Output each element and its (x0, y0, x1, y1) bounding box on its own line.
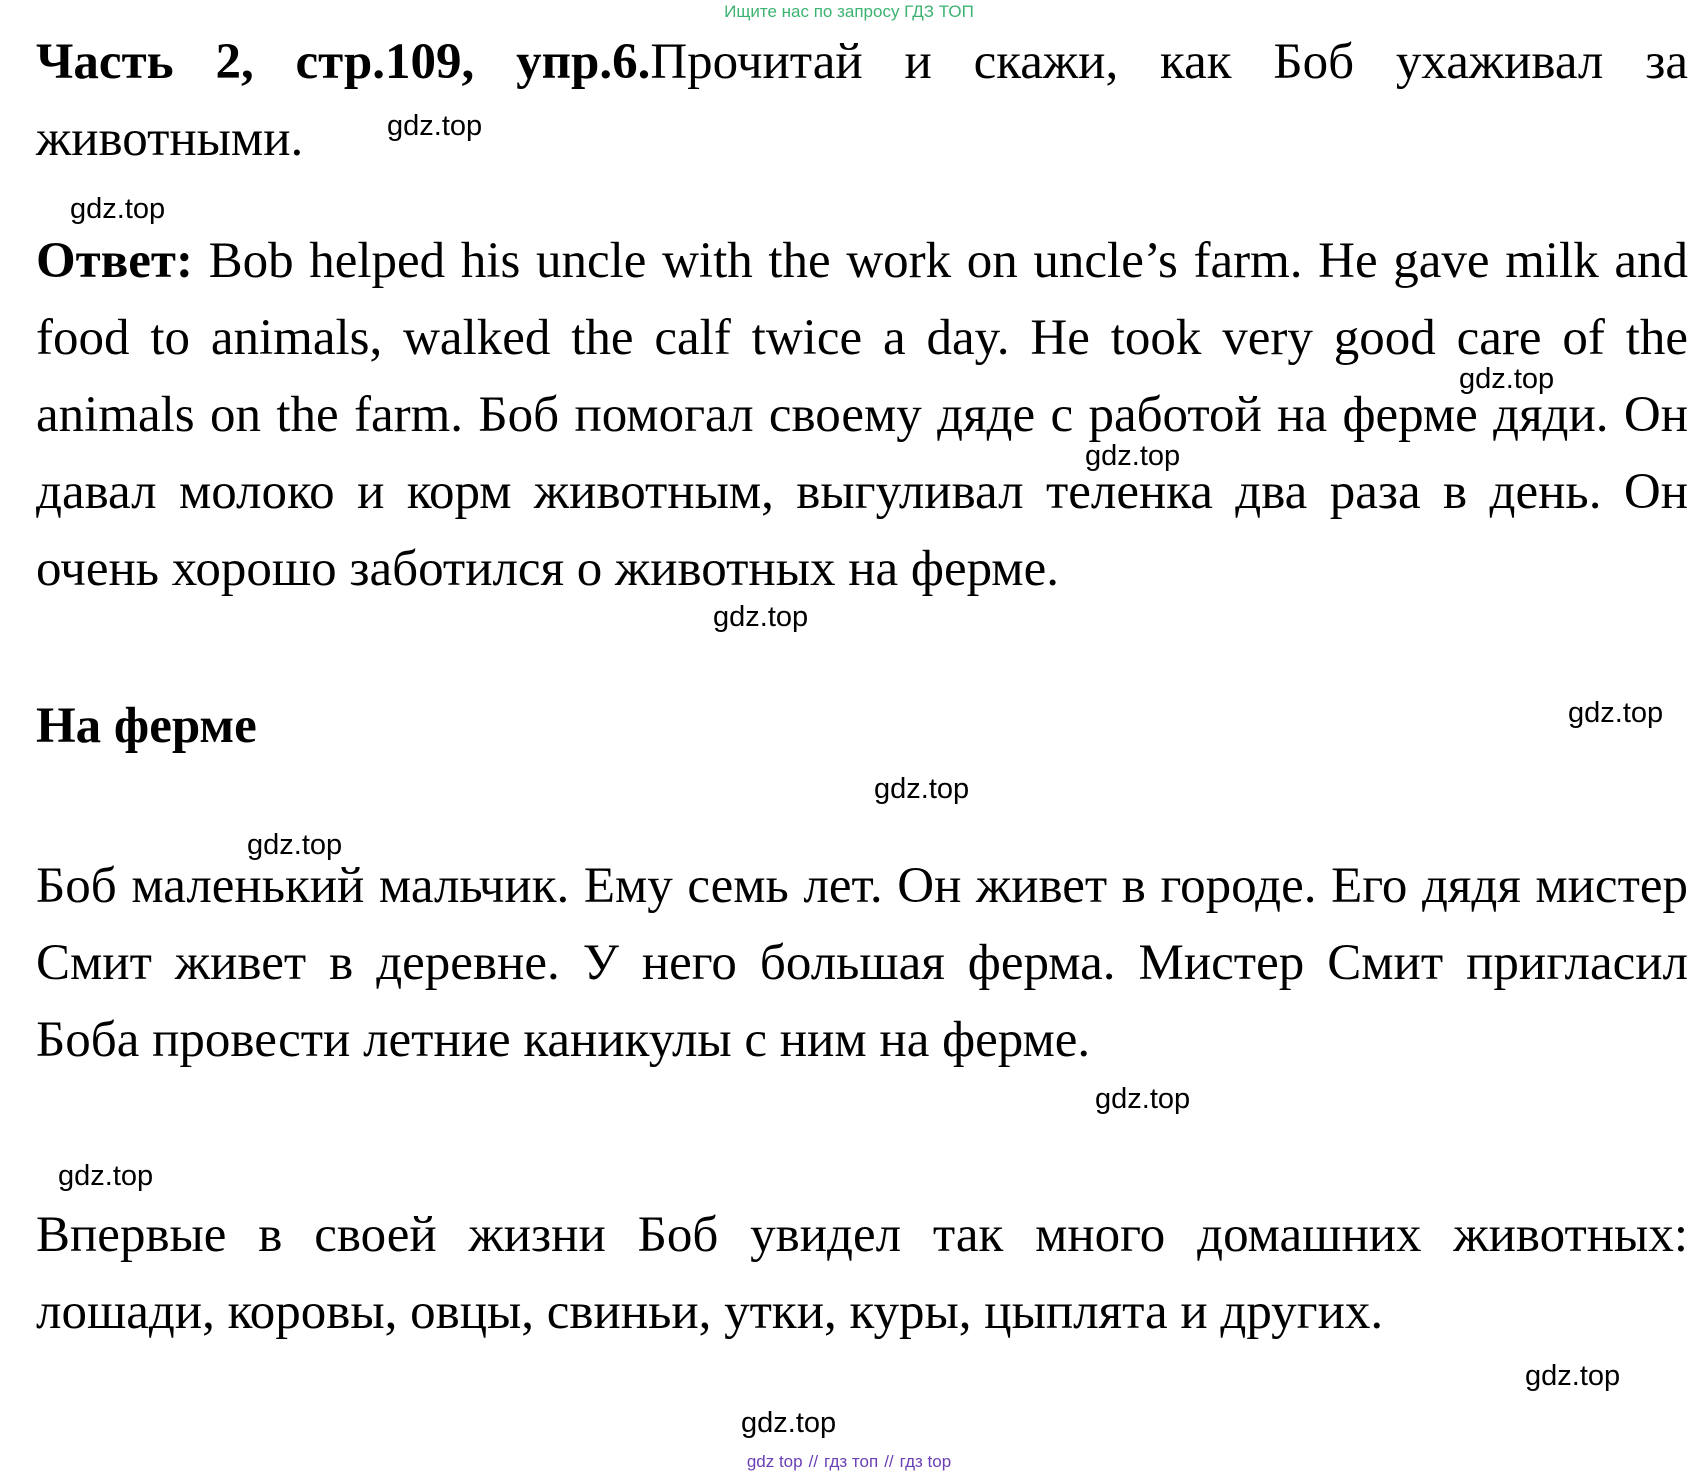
watermark: gdz.top (1085, 440, 1181, 472)
exercise-paragraph (36, 24, 1688, 178)
watermark: gdz.top (741, 1407, 837, 1439)
footer-item: gdz top (746, 1452, 803, 1471)
answer-text: Bob helped his uncle with the work on uncle’s farm. He gave milk and food to animals, walked the calf twice a day. He took very good care of the animals on the farm. Боб помогал своему дяде с работой на ферме дяди. Он давал молоко и корм животным, выгуливал теленка два раза в день. Он очень хорошо заботился о животных на ферме. (36, 233, 1688, 597)
story-heading-block (36, 688, 1688, 765)
footer-separator: // (884, 1452, 894, 1471)
exercise-block (36, 24, 1688, 178)
story-paragraph-2: Впервые в своей жизни Боб увидел так много домашних животных: лошади, коровы, овцы, свиньи, утки, куры, цыплята и других. (36, 1207, 1688, 1340)
exercise-title: Часть 2, стр.109, упр.6. (36, 34, 651, 90)
footer-item: гдз top (899, 1452, 952, 1471)
story-paragraph-1-block (36, 848, 1688, 1079)
watermark: gdz.top (247, 829, 343, 861)
footer (0, 1452, 1698, 1472)
watermark: gdz.top (1568, 697, 1664, 729)
story-heading: На ферме (36, 698, 257, 754)
footer-item: гдз топ (824, 1452, 879, 1471)
watermark: gdz.top (70, 193, 166, 225)
watermark: gdz.top (1095, 1083, 1191, 1115)
watermark: gdz.top (713, 601, 809, 633)
answer-block (36, 223, 1688, 608)
watermark: gdz.top (58, 1160, 154, 1192)
watermark: gdz.top (874, 773, 970, 805)
top-banner: Ищите нас по запросу ГДЗ ТОП (724, 2, 974, 21)
answer-paragraph (36, 223, 1688, 608)
answer-label: Ответ: (36, 233, 193, 289)
exercise-task: Прочитай и скажи, как Боб ухаживал за животными. (36, 34, 1689, 167)
story-paragraph-1: Боб маленький мальчик. Ему семь лет. Он живет в городе. Его дядя мистер Смит живет в деревне. У него большая ферма. Мистер Смит пригласил Боба провести летние каникулы с ним на ферме. (36, 858, 1688, 1068)
watermark: gdz.top (387, 110, 483, 142)
footer-separator: // (808, 1452, 819, 1471)
watermark: gdz.top (1525, 1360, 1621, 1392)
story-paragraph-2-block (36, 1197, 1688, 1351)
watermark: gdz.top (1459, 363, 1555, 395)
